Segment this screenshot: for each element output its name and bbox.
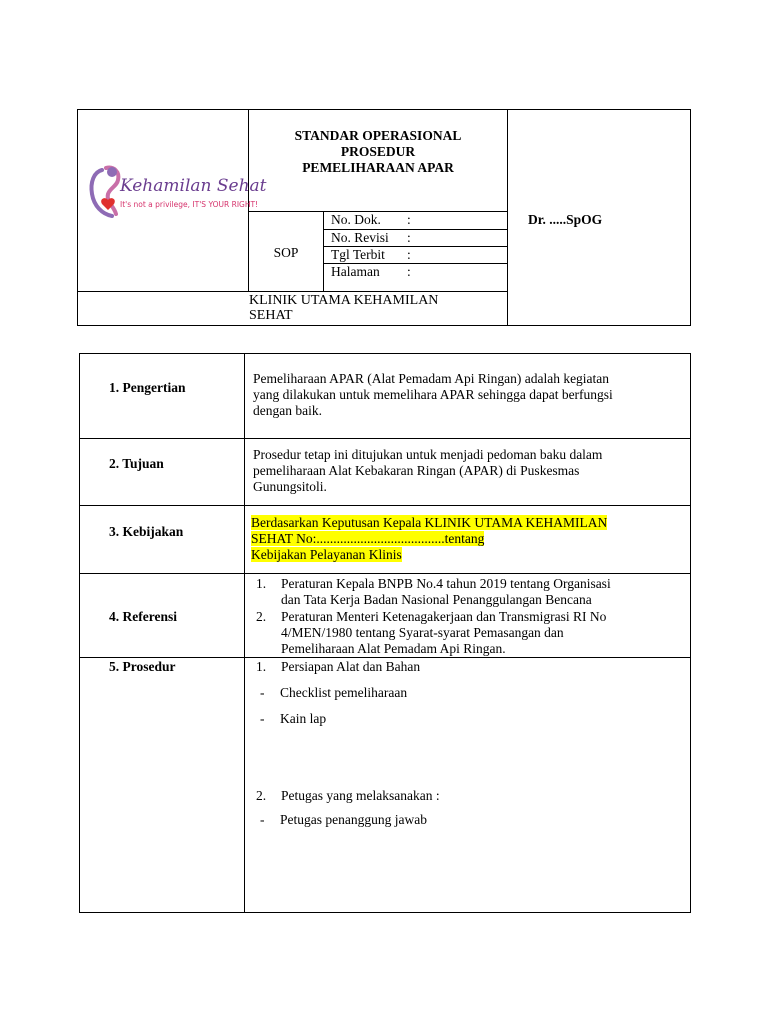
doctor-name: Dr. .....SpOG bbox=[528, 212, 603, 227]
section-text-tujuan: Prosedur tetap ini ditujukan untuk menjadi pedoman baku dalam pemeliharaan Alat Kebakaran Ringan (APAR) di Puskesmas Gunungsitoli. bbox=[253, 447, 603, 494]
section-text-kebijakan: Berdasarkan Keputusan Kepala KLINIK UTAMA KEHAMILAN SEHAT No:......................................tentang Kebijakan Pelayanan Klinis bbox=[251, 515, 608, 562]
doc-field-no-revisi: No. Revisi : bbox=[331, 230, 411, 245]
section-label-referensi: 4. Referensi bbox=[109, 609, 177, 624]
doc-field-halaman: Halaman : bbox=[331, 264, 411, 279]
logo bbox=[84, 162, 267, 224]
logo-tagline: It's not a privilege, IT'S YOUR RIGHT! bbox=[120, 200, 259, 209]
section-label-tujuan: 2. Tujuan bbox=[109, 456, 164, 471]
logo-brand: Kehamilan Sehat bbox=[120, 176, 267, 196]
section-text-pengertian: Pemeliharaan APAR (Alat Pemadam Api Ringan) adalah kegiatan yang dilakukan untuk memelihara APAR sehingga dapat berfungsi dengan baik. bbox=[253, 371, 613, 418]
clinic-name: KLINIK UTAMA KEHAMILAN SEHAT bbox=[249, 293, 439, 323]
section-label-pengertian: 1. Pengertian bbox=[109, 380, 186, 395]
document-title: STANDAR OPERASIONAL PROSEDUR PEMELIHARAAN APAR bbox=[294, 128, 462, 175]
doc-field-tgl-terbit: Tgl Terbit : bbox=[331, 247, 411, 262]
section-label-kebijakan: 3. Kebijakan bbox=[109, 524, 184, 539]
doc-field-no-dok: No. Dok. : bbox=[331, 212, 411, 227]
sop-label: SOP bbox=[273, 245, 299, 260]
section-label-prosedur: 5. Prosedur bbox=[109, 659, 176, 674]
